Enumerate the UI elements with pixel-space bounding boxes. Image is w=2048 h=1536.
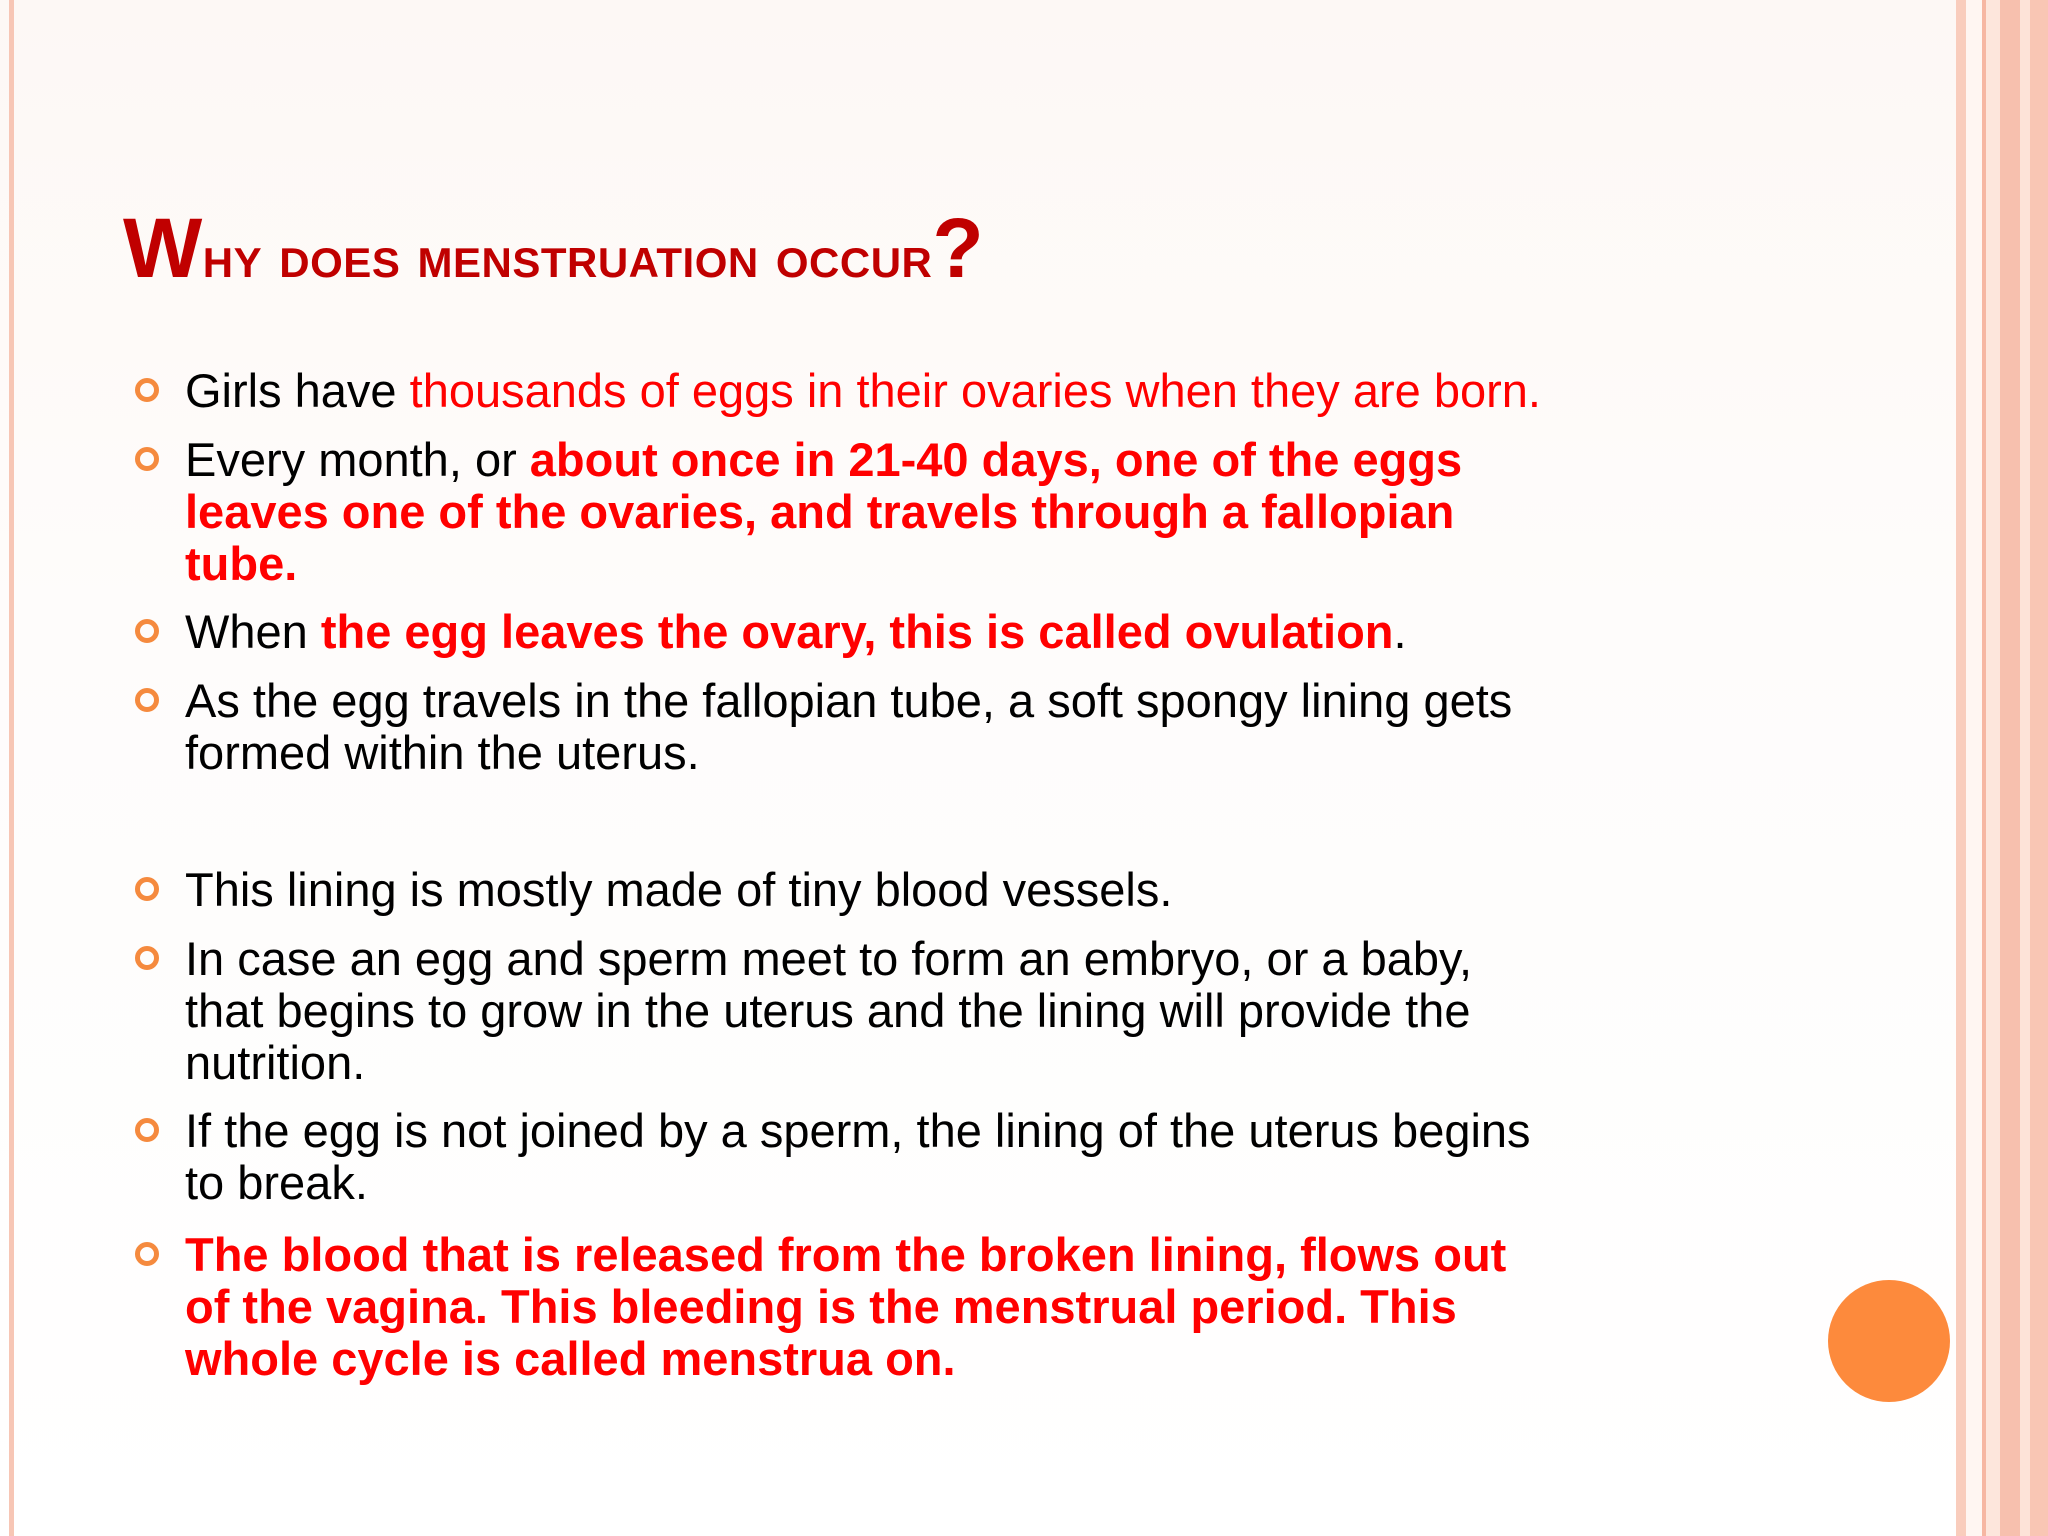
bullet-text-segment: This lining is mostly made of tiny blood vessels.	[185, 863, 1173, 916]
title-first-letter: W	[123, 201, 203, 295]
bullet-circle-icon	[135, 1118, 159, 1142]
bullet-text-segment: whole cycle is called menstrua on.	[185, 1332, 956, 1385]
bullet-item	[185, 434, 1765, 590]
bullet-line	[185, 486, 1765, 538]
bullet-item	[185, 606, 1765, 658]
bullet-text-segment: formed within the uterus.	[185, 726, 700, 779]
bullet-text-segment: to break.	[185, 1156, 368, 1209]
bullet-circle-icon	[135, 378, 159, 402]
bullet-line	[185, 1229, 1765, 1281]
bullet-text-segment: of the vagina. This bleeding is the menstrual period. This	[185, 1280, 1457, 1333]
title-text: hy does menstruation occur	[202, 223, 933, 290]
bullet-text-segment: Girls have	[185, 364, 410, 417]
bullet-line	[185, 675, 1765, 727]
bullet-line	[185, 1037, 1765, 1089]
bullet-item	[185, 933, 1765, 1089]
bullet-line	[185, 365, 1765, 417]
bullet-line	[185, 434, 1765, 486]
bullet-line	[185, 933, 1765, 985]
bullet-circle-icon	[135, 1242, 159, 1266]
bullet-line	[185, 538, 1765, 590]
bullet-text-segment: leaves one of the ovaries, and travels through a fallopian	[185, 485, 1455, 538]
bullet-line	[185, 985, 1765, 1037]
bullet-text-segment: .	[1393, 605, 1407, 658]
bullet-line	[185, 1105, 1765, 1157]
bullet-text-segment: the egg leaves the ovary, this is called ovulation	[320, 605, 1394, 658]
bullet-circle-icon	[135, 688, 159, 712]
bullet-text-segment: As the egg travels in the fallopian tube, a soft spongy lining gets	[185, 674, 1513, 727]
bullet-text-segment: about once in 21-40 days, one of the eggs	[529, 433, 1463, 486]
bullet-text-segment: that begins to grow in the uterus and the lining will provide the	[185, 984, 1471, 1037]
bullet-item	[185, 675, 1765, 779]
bullet-circle-icon	[135, 447, 159, 471]
bullet-item	[185, 864, 1765, 916]
bullet-item	[185, 365, 1765, 417]
bullet-text-segment: Every month, or	[185, 433, 530, 486]
bullet-line	[185, 1333, 1765, 1385]
bullet-text-segment: In case an egg and sperm meet to form an embryo, or a baby,	[185, 932, 1473, 985]
bullet-text-segment: thousands of eggs in their ovaries when they are born.	[409, 364, 1541, 417]
bullet-line	[185, 1281, 1765, 1333]
bullet-circle-icon	[135, 946, 159, 970]
bullet-text-segment: When	[185, 605, 321, 658]
bullet-line	[185, 606, 1765, 658]
bullet-text-segment: The blood that is released from the broken lining, flows out	[185, 1228, 1507, 1281]
bullet-line	[185, 864, 1765, 916]
bullet-line	[185, 1157, 1765, 1209]
bullet-item	[185, 1229, 1765, 1385]
bullet-text-segment: nutrition.	[185, 1036, 366, 1089]
bullet-text-segment: If the egg is not joined by a sperm, the lining of the uterus begins	[185, 1104, 1531, 1157]
bullet-item	[185, 1105, 1765, 1209]
bullet-circle-icon	[135, 619, 159, 643]
bullet-circle-icon	[135, 877, 159, 901]
bullet-text-segment: tube.	[185, 537, 298, 590]
title-question-mark: ?	[932, 201, 985, 295]
bullet-line	[185, 727, 1765, 779]
